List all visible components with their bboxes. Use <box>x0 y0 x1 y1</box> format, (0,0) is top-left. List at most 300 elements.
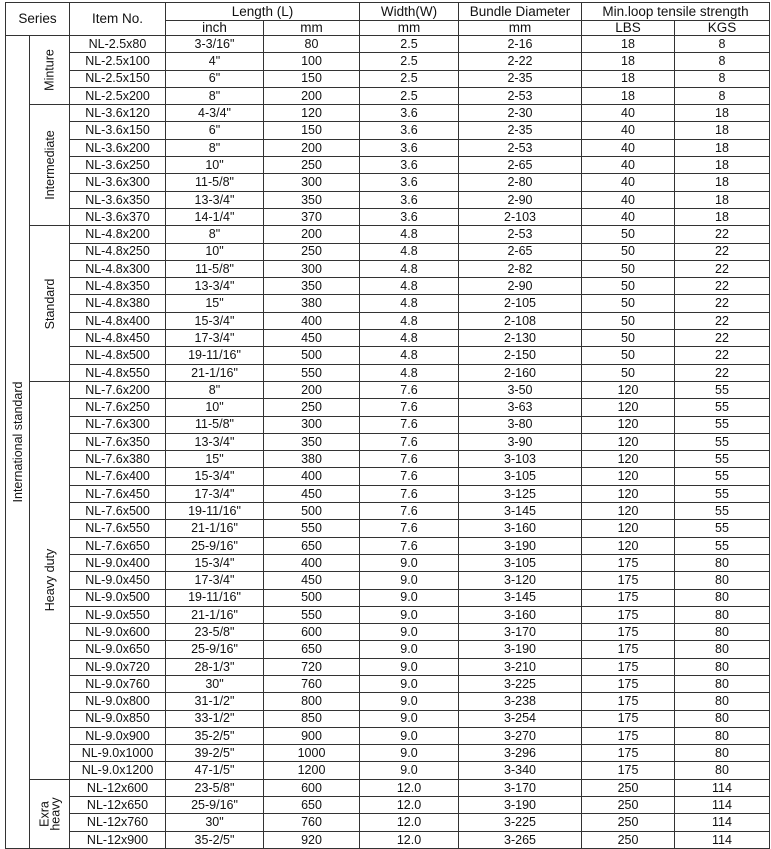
cell-length-inch: 21-1/16" <box>166 364 264 381</box>
cell-length-mm: 200 <box>264 87 360 104</box>
cell-bundle-diameter: 2-65 <box>459 243 582 260</box>
subheader-kgs: KGS <box>675 21 770 36</box>
cell-tensile-kgs: 22 <box>675 226 770 243</box>
cell-tensile-kgs: 114 <box>675 797 770 814</box>
cell-length-mm: 370 <box>264 208 360 225</box>
series-heavy-duty <box>30 381 70 779</box>
cell-bundle-diameter: 2-105 <box>459 295 582 312</box>
table-row <box>6 693 770 710</box>
cell-tensile-lbs: 120 <box>582 451 675 468</box>
table-row <box>6 468 770 485</box>
cell-item-no: NL-2.5x200 <box>70 87 166 104</box>
cell-length-mm: 350 <box>264 433 360 450</box>
cell-length-inch: 19-11/16" <box>166 503 264 520</box>
cell-tensile-kgs: 18 <box>675 139 770 156</box>
cell-tensile-lbs: 120 <box>582 485 675 502</box>
cell-item-no: NL-9.0x720 <box>70 658 166 675</box>
series-label: Intermediate <box>42 130 57 200</box>
table-row <box>6 451 770 468</box>
cell-tensile-kgs: 55 <box>675 381 770 398</box>
cell-bundle-diameter: 3-225 <box>459 675 582 692</box>
cell-width-mm: 4.8 <box>360 243 459 260</box>
cell-item-no: NL-2.5x100 <box>70 53 166 70</box>
group-international-standard <box>6 36 30 849</box>
series-label: Minture <box>42 49 57 91</box>
cell-bundle-diameter: 2-16 <box>459 36 582 53</box>
cell-width-mm: 12.0 <box>360 797 459 814</box>
cell-length-mm: 300 <box>264 260 360 277</box>
table-row <box>6 174 770 191</box>
series-intermediate <box>30 105 70 226</box>
cell-tensile-lbs: 250 <box>582 814 675 831</box>
cell-length-inch: 28-1/3" <box>166 658 264 675</box>
cell-length-inch: 14-1/4" <box>166 208 264 225</box>
cell-length-inch: 10" <box>166 399 264 416</box>
cell-item-no: NL-7.6x650 <box>70 537 166 554</box>
cell-bundle-diameter: 2-130 <box>459 330 582 347</box>
table-row <box>6 779 770 796</box>
cell-width-mm: 9.0 <box>360 641 459 658</box>
cell-tensile-kgs: 22 <box>675 312 770 329</box>
cell-length-inch: 15-3/4" <box>166 312 264 329</box>
cell-tensile-kgs: 55 <box>675 468 770 485</box>
cell-bundle-diameter: 3-160 <box>459 520 582 537</box>
cell-tensile-kgs: 22 <box>675 347 770 364</box>
cell-length-mm: 80 <box>264 36 360 53</box>
cell-width-mm: 9.0 <box>360 624 459 641</box>
cell-item-no: NL-9.0x650 <box>70 641 166 658</box>
header-length: Length (L) <box>166 3 360 21</box>
cell-item-no: NL-9.0x850 <box>70 710 166 727</box>
cell-bundle-diameter: 2-65 <box>459 157 582 174</box>
cell-length-inch: 6" <box>166 122 264 139</box>
cell-length-mm: 250 <box>264 157 360 174</box>
cell-tensile-lbs: 120 <box>582 520 675 537</box>
table-row <box>6 122 770 139</box>
cell-tensile-lbs: 120 <box>582 503 675 520</box>
cell-length-inch: 4" <box>166 53 264 70</box>
cell-length-inch: 33-1/2" <box>166 710 264 727</box>
cell-length-inch: 15" <box>166 295 264 312</box>
cell-length-mm: 100 <box>264 53 360 70</box>
cell-width-mm: 9.0 <box>360 745 459 762</box>
cell-bundle-diameter: 3-105 <box>459 468 582 485</box>
table-row <box>6 624 770 641</box>
cell-item-no: NL-4.8x350 <box>70 278 166 295</box>
cell-item-no: NL-9.0x760 <box>70 675 166 692</box>
table-row <box>6 243 770 260</box>
cell-bundle-diameter: 2-53 <box>459 139 582 156</box>
cell-length-mm: 550 <box>264 606 360 623</box>
cell-bundle-diameter: 2-82 <box>459 260 582 277</box>
cell-length-mm: 350 <box>264 278 360 295</box>
cell-tensile-kgs: 22 <box>675 295 770 312</box>
series-minture <box>30 36 70 105</box>
cell-tensile-kgs: 18 <box>675 157 770 174</box>
cell-width-mm: 7.6 <box>360 468 459 485</box>
table-row <box>6 208 770 225</box>
cell-tensile-kgs: 80 <box>675 693 770 710</box>
cell-length-inch: 30" <box>166 675 264 692</box>
cell-item-no: NL-9.0x550 <box>70 606 166 623</box>
cell-length-inch: 13-3/4" <box>166 278 264 295</box>
table-row <box>6 105 770 122</box>
cell-length-inch: 13-3/4" <box>166 191 264 208</box>
cell-bundle-diameter: 3-190 <box>459 537 582 554</box>
cell-length-inch: 25-9/16" <box>166 537 264 554</box>
header-tensile-strength: Min.loop tensile strength <box>582 3 770 21</box>
cell-length-inch: 11-5/8" <box>166 260 264 277</box>
cell-tensile-kgs: 80 <box>675 554 770 571</box>
table-row <box>6 53 770 70</box>
cell-length-mm: 450 <box>264 485 360 502</box>
cell-tensile-kgs: 114 <box>675 831 770 848</box>
cell-tensile-lbs: 120 <box>582 468 675 485</box>
cell-width-mm: 9.0 <box>360 589 459 606</box>
cell-width-mm: 2.5 <box>360 53 459 70</box>
cell-tensile-lbs: 120 <box>582 537 675 554</box>
series-label: Standard <box>42 278 57 329</box>
cell-bundle-diameter: 2-103 <box>459 208 582 225</box>
cell-length-mm: 650 <box>264 797 360 814</box>
table-row <box>6 537 770 554</box>
cell-bundle-diameter: 2-35 <box>459 70 582 87</box>
cell-tensile-lbs: 175 <box>582 572 675 589</box>
cell-width-mm: 3.6 <box>360 191 459 208</box>
cell-width-mm: 12.0 <box>360 831 459 848</box>
cell-length-mm: 920 <box>264 831 360 848</box>
cell-item-no: NL-2.5x80 <box>70 36 166 53</box>
cell-tensile-kgs: 22 <box>675 330 770 347</box>
cell-width-mm: 7.6 <box>360 416 459 433</box>
cell-length-mm: 350 <box>264 191 360 208</box>
cell-length-mm: 200 <box>264 226 360 243</box>
cell-tensile-lbs: 175 <box>582 606 675 623</box>
cell-item-no: NL-2.5x150 <box>70 70 166 87</box>
cell-bundle-diameter: 3-340 <box>459 762 582 779</box>
cell-tensile-lbs: 50 <box>582 260 675 277</box>
subheader-width-mm: mm <box>360 21 459 36</box>
cell-tensile-kgs: 18 <box>675 208 770 225</box>
cell-item-no: NL-9.0x400 <box>70 554 166 571</box>
table-row <box>6 226 770 243</box>
cell-width-mm: 4.8 <box>360 330 459 347</box>
cell-item-no: NL-3.6x200 <box>70 139 166 156</box>
cell-tensile-lbs: 18 <box>582 87 675 104</box>
cell-width-mm: 9.0 <box>360 658 459 675</box>
cell-bundle-diameter: 3-125 <box>459 485 582 502</box>
cell-length-mm: 150 <box>264 70 360 87</box>
cell-length-inch: 6" <box>166 70 264 87</box>
cell-length-inch: 35-2/5" <box>166 727 264 744</box>
cell-bundle-diameter: 3-105 <box>459 554 582 571</box>
cell-tensile-lbs: 40 <box>582 174 675 191</box>
cell-width-mm: 4.8 <box>360 295 459 312</box>
cell-tensile-lbs: 50 <box>582 226 675 243</box>
cell-bundle-diameter: 2-90 <box>459 278 582 295</box>
table-row <box>6 589 770 606</box>
cell-tensile-kgs: 22 <box>675 364 770 381</box>
cell-tensile-kgs: 55 <box>675 537 770 554</box>
cell-tensile-lbs: 40 <box>582 157 675 174</box>
cell-tensile-lbs: 175 <box>582 710 675 727</box>
cell-length-mm: 400 <box>264 554 360 571</box>
cell-tensile-kgs: 80 <box>675 589 770 606</box>
cell-tensile-kgs: 55 <box>675 520 770 537</box>
cell-length-inch: 39-2/5" <box>166 745 264 762</box>
cell-length-inch: 11-5/8" <box>166 416 264 433</box>
cell-item-no: NL-9.0x800 <box>70 693 166 710</box>
cell-width-mm: 4.8 <box>360 364 459 381</box>
cell-bundle-diameter: 3-190 <box>459 797 582 814</box>
cell-width-mm: 9.0 <box>360 606 459 623</box>
cell-tensile-lbs: 50 <box>582 364 675 381</box>
cell-width-mm: 4.8 <box>360 226 459 243</box>
cell-length-mm: 250 <box>264 399 360 416</box>
cell-length-mm: 150 <box>264 122 360 139</box>
table-row <box>6 433 770 450</box>
cell-item-no: NL-4.8x400 <box>70 312 166 329</box>
cell-tensile-kgs: 8 <box>675 36 770 53</box>
cell-tensile-lbs: 40 <box>582 105 675 122</box>
cell-tensile-lbs: 120 <box>582 399 675 416</box>
table-row <box>6 347 770 364</box>
cell-length-mm: 200 <box>264 381 360 398</box>
cell-tensile-lbs: 50 <box>582 243 675 260</box>
table-row <box>6 36 770 53</box>
cell-item-no: NL-12x650 <box>70 797 166 814</box>
cell-length-mm: 250 <box>264 243 360 260</box>
cell-length-inch: 8" <box>166 381 264 398</box>
cell-tensile-kgs: 80 <box>675 572 770 589</box>
cell-item-no: NL-4.8x300 <box>70 260 166 277</box>
cell-tensile-kgs: 55 <box>675 433 770 450</box>
cell-item-no: NL-3.6x150 <box>70 122 166 139</box>
cell-tensile-kgs: 18 <box>675 191 770 208</box>
cell-width-mm: 9.0 <box>360 710 459 727</box>
cell-length-mm: 380 <box>264 451 360 468</box>
cell-tensile-lbs: 175 <box>582 745 675 762</box>
cell-bundle-diameter: 2-30 <box>459 105 582 122</box>
cell-bundle-diameter: 3-90 <box>459 433 582 450</box>
cell-item-no: NL-9.0x900 <box>70 727 166 744</box>
cell-length-mm: 500 <box>264 589 360 606</box>
table-row <box>6 157 770 174</box>
cell-tensile-lbs: 18 <box>582 53 675 70</box>
table-row <box>6 831 770 848</box>
cell-item-no: NL-7.6x350 <box>70 433 166 450</box>
cell-length-mm: 500 <box>264 503 360 520</box>
table-row <box>6 87 770 104</box>
cell-item-no: NL-7.6x200 <box>70 381 166 398</box>
cell-tensile-lbs: 40 <box>582 191 675 208</box>
cell-width-mm: 9.0 <box>360 675 459 692</box>
table-row <box>6 762 770 779</box>
cell-length-inch: 19-11/16" <box>166 347 264 364</box>
cell-item-no: NL-4.8x550 <box>70 364 166 381</box>
table-row <box>6 520 770 537</box>
cell-length-inch: 25-9/16" <box>166 797 264 814</box>
cell-item-no: NL-3.6x250 <box>70 157 166 174</box>
cell-bundle-diameter: 3-63 <box>459 399 582 416</box>
cell-width-mm: 4.8 <box>360 312 459 329</box>
cell-length-mm: 760 <box>264 814 360 831</box>
header-width: Width(W) <box>360 3 459 21</box>
cell-bundle-diameter: 3-145 <box>459 589 582 606</box>
cell-item-no: NL-9.0x450 <box>70 572 166 589</box>
cell-item-no: NL-7.6x250 <box>70 399 166 416</box>
table-row <box>6 606 770 623</box>
table-row <box>6 503 770 520</box>
cell-length-inch: 19-11/16" <box>166 589 264 606</box>
cell-length-inch: 15" <box>166 451 264 468</box>
cell-bundle-diameter: 3-254 <box>459 710 582 727</box>
cell-width-mm: 3.6 <box>360 105 459 122</box>
cell-tensile-lbs: 40 <box>582 208 675 225</box>
table-body <box>6 36 770 849</box>
cell-length-mm: 380 <box>264 295 360 312</box>
cell-tensile-kgs: 22 <box>675 260 770 277</box>
table-row <box>6 399 770 416</box>
cell-tensile-lbs: 175 <box>582 624 675 641</box>
cell-tensile-lbs: 175 <box>582 641 675 658</box>
cell-width-mm: 2.5 <box>360 70 459 87</box>
cell-bundle-diameter: 2-150 <box>459 347 582 364</box>
cell-bundle-diameter: 3-190 <box>459 641 582 658</box>
table-row <box>6 416 770 433</box>
cell-item-no: NL-3.6x370 <box>70 208 166 225</box>
cell-width-mm: 9.0 <box>360 693 459 710</box>
cell-length-mm: 300 <box>264 174 360 191</box>
cell-item-no: NL-12x900 <box>70 831 166 848</box>
cell-length-inch: 15-3/4" <box>166 468 264 485</box>
cell-width-mm: 2.5 <box>360 87 459 104</box>
cell-length-inch: 21-1/16" <box>166 520 264 537</box>
cell-tensile-kgs: 114 <box>675 814 770 831</box>
cell-tensile-kgs: 80 <box>675 745 770 762</box>
header-series: Series <box>6 3 70 36</box>
cell-tensile-kgs: 22 <box>675 243 770 260</box>
table-row <box>6 295 770 312</box>
cell-width-mm: 4.8 <box>360 260 459 277</box>
cell-bundle-diameter: 3-50 <box>459 381 582 398</box>
cell-width-mm: 12.0 <box>360 779 459 796</box>
cell-bundle-diameter: 3-265 <box>459 831 582 848</box>
subheader-bundle-mm: mm <box>459 21 582 36</box>
cell-bundle-diameter: 2-53 <box>459 87 582 104</box>
cell-width-mm: 7.6 <box>360 537 459 554</box>
cell-length-inch: 47-1/5" <box>166 762 264 779</box>
cell-length-mm: 900 <box>264 727 360 744</box>
table-row <box>6 139 770 156</box>
subheader-lbs: LBS <box>582 21 675 36</box>
cell-bundle-diameter: 2-90 <box>459 191 582 208</box>
cell-length-inch: 31-1/2" <box>166 693 264 710</box>
cell-tensile-lbs: 175 <box>582 658 675 675</box>
cell-item-no: NL-9.0x500 <box>70 589 166 606</box>
cell-width-mm: 9.0 <box>360 762 459 779</box>
cell-tensile-kgs: 80 <box>675 606 770 623</box>
cell-length-mm: 720 <box>264 658 360 675</box>
cell-tensile-lbs: 250 <box>582 831 675 848</box>
cell-length-mm: 550 <box>264 520 360 537</box>
cell-bundle-diameter: 3-103 <box>459 451 582 468</box>
cell-bundle-diameter: 3-238 <box>459 693 582 710</box>
cell-tensile-lbs: 50 <box>582 278 675 295</box>
cell-item-no: NL-3.6x350 <box>70 191 166 208</box>
cell-tensile-kgs: 80 <box>675 727 770 744</box>
cell-item-no: NL-4.8x200 <box>70 226 166 243</box>
table-row <box>6 641 770 658</box>
cell-tensile-kgs: 80 <box>675 624 770 641</box>
cell-bundle-diameter: 2-160 <box>459 364 582 381</box>
cell-length-inch: 35-2/5" <box>166 831 264 848</box>
cell-length-mm: 800 <box>264 693 360 710</box>
cell-bundle-diameter: 3-80 <box>459 416 582 433</box>
table-row <box>6 70 770 87</box>
cell-tensile-kgs: 55 <box>675 416 770 433</box>
cell-length-inch: 30" <box>166 814 264 831</box>
cell-length-mm: 650 <box>264 641 360 658</box>
cell-item-no: NL-7.6x400 <box>70 468 166 485</box>
cell-bundle-diameter: 3-170 <box>459 779 582 796</box>
cell-tensile-lbs: 175 <box>582 762 675 779</box>
table-row <box>6 554 770 571</box>
cell-width-mm: 7.6 <box>360 399 459 416</box>
cell-tensile-kgs: 18 <box>675 174 770 191</box>
cell-length-inch: 23-5/8" <box>166 779 264 796</box>
cell-length-mm: 760 <box>264 675 360 692</box>
cell-tensile-kgs: 55 <box>675 503 770 520</box>
cell-tensile-kgs: 80 <box>675 675 770 692</box>
cell-length-mm: 400 <box>264 312 360 329</box>
cell-item-no: NL-7.6x380 <box>70 451 166 468</box>
table-row <box>6 485 770 502</box>
cell-tensile-lbs: 250 <box>582 779 675 796</box>
cell-item-no: NL-7.6x500 <box>70 503 166 520</box>
cell-length-inch: 4-3/4" <box>166 105 264 122</box>
cell-width-mm: 12.0 <box>360 814 459 831</box>
cell-width-mm: 7.6 <box>360 503 459 520</box>
cell-tensile-lbs: 50 <box>582 347 675 364</box>
cell-width-mm: 9.0 <box>360 554 459 571</box>
table-row <box>6 260 770 277</box>
cell-width-mm: 3.6 <box>360 122 459 139</box>
cell-length-mm: 500 <box>264 347 360 364</box>
cell-tensile-lbs: 250 <box>582 797 675 814</box>
cell-bundle-diameter: 3-270 <box>459 727 582 744</box>
cell-item-no: NL-7.6x450 <box>70 485 166 502</box>
cell-length-inch: 3-3/16" <box>166 36 264 53</box>
cell-bundle-diameter: 2-22 <box>459 53 582 70</box>
cell-tensile-kgs: 18 <box>675 105 770 122</box>
cell-tensile-kgs: 114 <box>675 779 770 796</box>
cell-tensile-lbs: 50 <box>582 295 675 312</box>
table-row <box>6 330 770 347</box>
cell-width-mm: 3.6 <box>360 174 459 191</box>
cell-item-no: NL-9.0x600 <box>70 624 166 641</box>
cell-length-mm: 650 <box>264 537 360 554</box>
cell-tensile-kgs: 8 <box>675 70 770 87</box>
cell-width-mm: 3.6 <box>360 157 459 174</box>
cell-item-no: NL-12x760 <box>70 814 166 831</box>
cell-length-inch: 13-3/4" <box>166 433 264 450</box>
cell-tensile-kgs: 22 <box>675 278 770 295</box>
group-label: International standard <box>10 381 25 503</box>
series-exra-heavy <box>30 779 70 848</box>
cell-item-no: NL-3.6x300 <box>70 174 166 191</box>
cell-item-no: NL-7.6x550 <box>70 520 166 537</box>
